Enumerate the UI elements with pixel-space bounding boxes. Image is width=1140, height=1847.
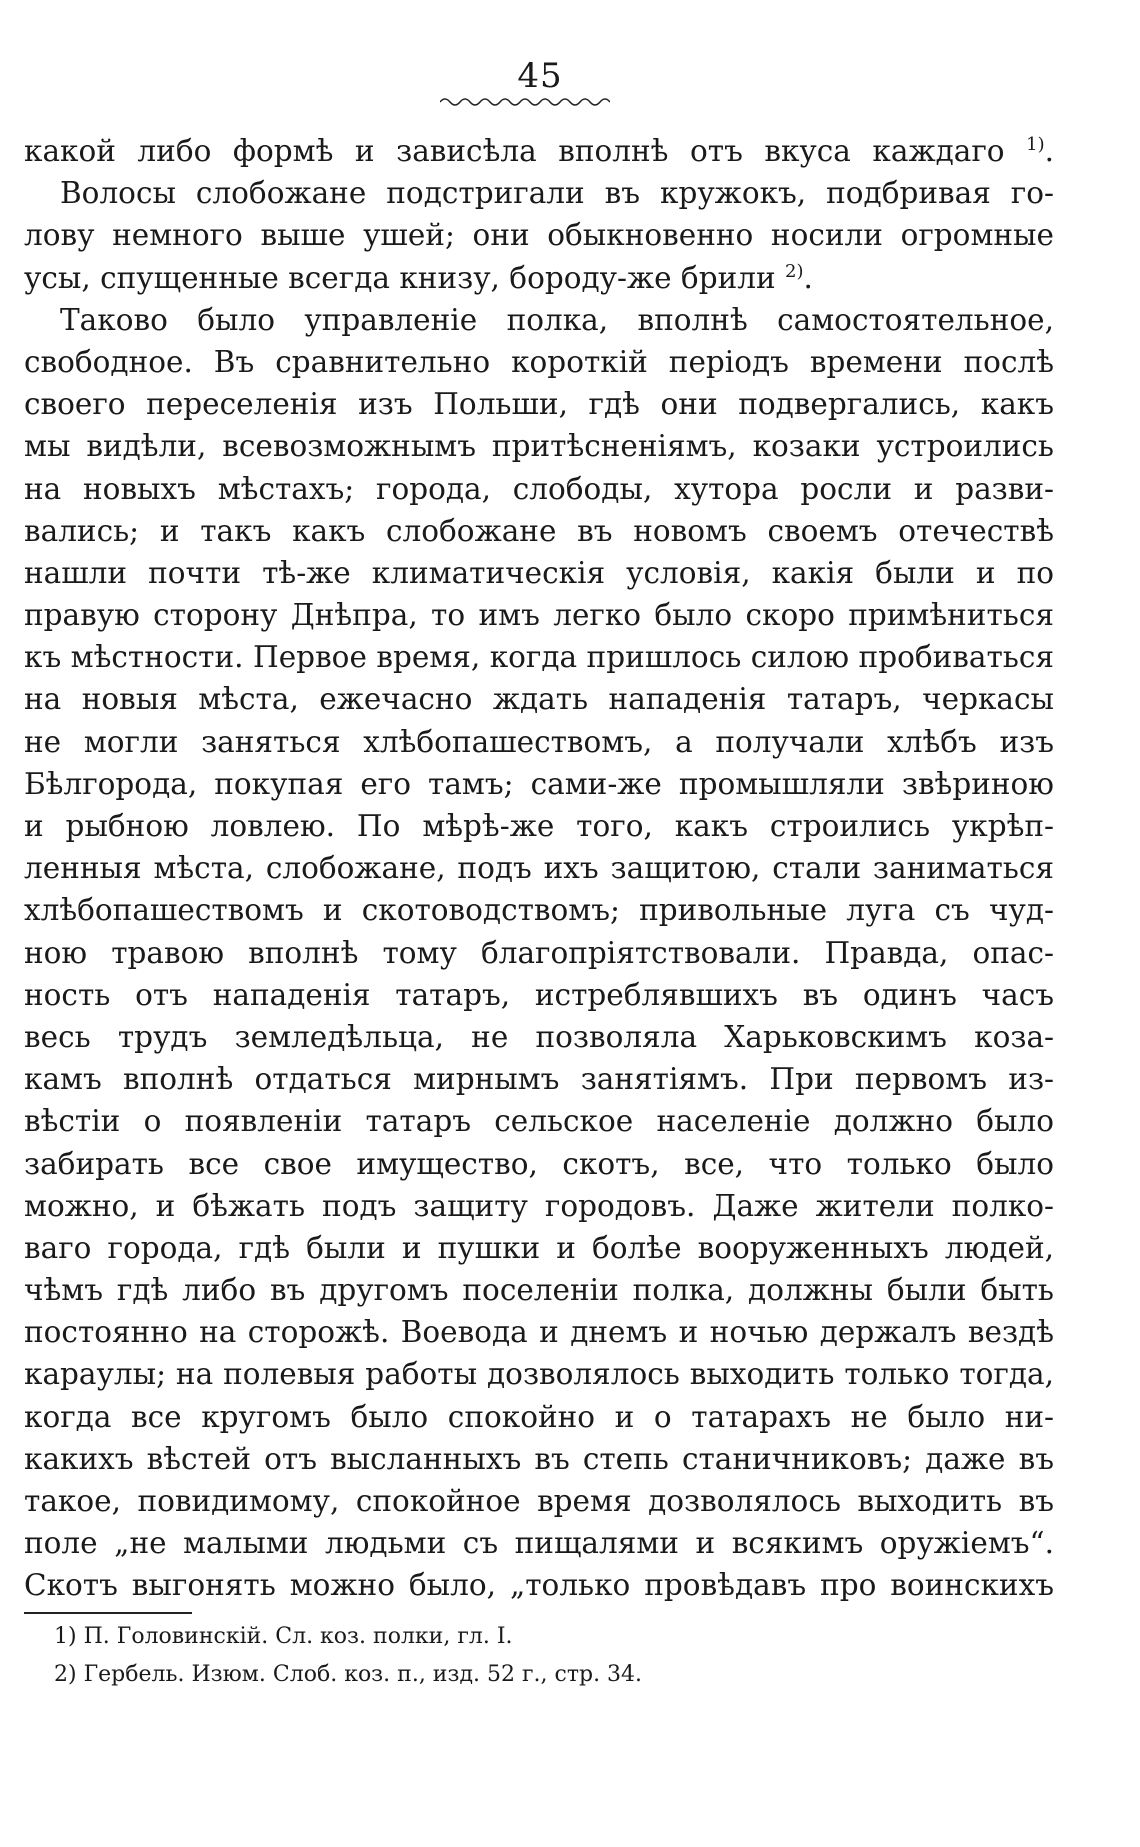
text-line: нашли почти тѣ-же климатическія условія, какія были и по	[24, 555, 1054, 590]
text-line: какой либо формѣ и зависѣла вполнѣ отъ вкуса каждаго $^{1)}$.	[24, 134, 1054, 168]
text-line: постоянно на сторожѣ. Воевода и днемъ и ночью держалъ вездѣ	[24, 1315, 1054, 1350]
text-line: лову немного выше ушей; они обыкновенно носили огромные	[24, 218, 1054, 253]
footnote-item: 2) Гербель. Изюм. Слоб. коз. п., изд. 52 г., стр. 34.	[54, 1662, 643, 1687]
text-line: Таково было управленіе полка, вполнѣ самостоятельное,	[60, 302, 1054, 337]
text-line: ною травою вполнѣ тому благопріятствовали. Правда, опас-	[24, 935, 1054, 970]
footnote-ref: 2)	[785, 260, 804, 282]
page-number: 45	[517, 56, 563, 96]
text-line: поле „не малыми людьми съ пищалями и всякимъ оружіемъ“.	[24, 1526, 1054, 1561]
text-line: ленныя мѣста, слобожане, подъ ихъ защитою, стали заниматься	[24, 851, 1054, 886]
text-line: камъ вполнѣ отдаться мирнымъ занятіямъ. При первомъ из-	[24, 1062, 1054, 1097]
text-line: мы видѣли, всевозможнымъ притѣсненіямъ, козаки устроились	[24, 429, 1054, 464]
wavy-rule-ornament	[440, 96, 610, 108]
text-line: Скотъ выгонять можно было, „только провѣдавъ про воинскихъ	[24, 1568, 1054, 1603]
text-line: Бѣлгорода, покупая его тамъ; сами-же промышляли звѣриною	[24, 766, 1054, 801]
text-line: на новыхъ мѣстахъ; города, слободы, хутора росли и разви-	[24, 471, 1054, 506]
footnote-item: 1) П. Головинскій. Сл. коз. полки, гл. I.	[54, 1624, 513, 1649]
text-line: своего переселенія изъ Польши, гдѣ они подвергались, какъ	[24, 387, 1054, 422]
text-line: забирать все свое имущество, скотъ, все, что только было	[24, 1146, 1054, 1181]
footnotes	[54, 1618, 1054, 1694]
text-line: правую сторону Днѣпра, то имъ легко было скоро примѣниться	[24, 598, 1054, 633]
footnote-divider	[24, 1612, 192, 1614]
text-line: можно, и бѣжать подъ защиту городовъ. Даже жители полко-	[24, 1188, 1054, 1223]
footnote-ref: 1)	[1026, 134, 1045, 156]
main-text	[24, 130, 1054, 1607]
text-line: ваго города, гдѣ были и пушки и болѣе вооруженныхъ людей,	[24, 1230, 1054, 1265]
text-line: и рыбною ловлею. По мѣрѣ-же того, какъ строились укрѣп-	[24, 809, 1054, 843]
text-line: караулы; на полевыя работы дозволялось выходить только тогда,	[24, 1357, 1054, 1392]
text-line: къ мѣстности. Первое время, когда пришлось силою пробиваться	[24, 640, 1054, 675]
text-line: ность отъ нападенія татаръ, истреблявшихъ въ одинъ часъ	[24, 977, 1054, 1012]
text-line: какихъ вѣстей отъ высланныхъ въ степь станичниковъ; даже въ	[24, 1441, 1054, 1476]
text-line: хлѣбопашествомъ и скотоводствомъ; привольные луга съ чуд-	[24, 893, 1054, 928]
text-line: свободное. Въ сравнительно короткій періодъ времени послѣ	[24, 344, 1054, 379]
text-line: не могли заняться хлѣбопашествомъ, а получали хлѣбъ изъ	[24, 724, 1054, 759]
text-line: весь трудъ земледѣльца, не позволяла Харьковскимъ коза-	[24, 1019, 1054, 1054]
text-line: чѣмъ гдѣ либо въ другомъ поселеніи полка, должны были быть	[24, 1273, 1054, 1308]
text-line: усы, спущенные всегда книзу, бороду-же брили $^{2)}$.	[24, 260, 813, 295]
text-line: на новыя мѣста, ежечасно ждать нападенія татаръ, черкасы	[24, 682, 1054, 717]
text-line: такое, повидимому, спокойное время дозволялось выходить въ	[24, 1484, 1054, 1518]
text-line: Волосы слобожане подстригали въ кружокъ, подбривая го-	[60, 176, 1054, 211]
text-line: вались; и такъ какъ слобожане въ новомъ своемъ отечествѣ	[24, 513, 1054, 548]
text-line: когда все кругомъ было спокойно и о татарахъ не было ни-	[24, 1399, 1054, 1434]
text-line: вѣстіи о появленіи татаръ сельское населеніе должно было	[24, 1104, 1054, 1139]
